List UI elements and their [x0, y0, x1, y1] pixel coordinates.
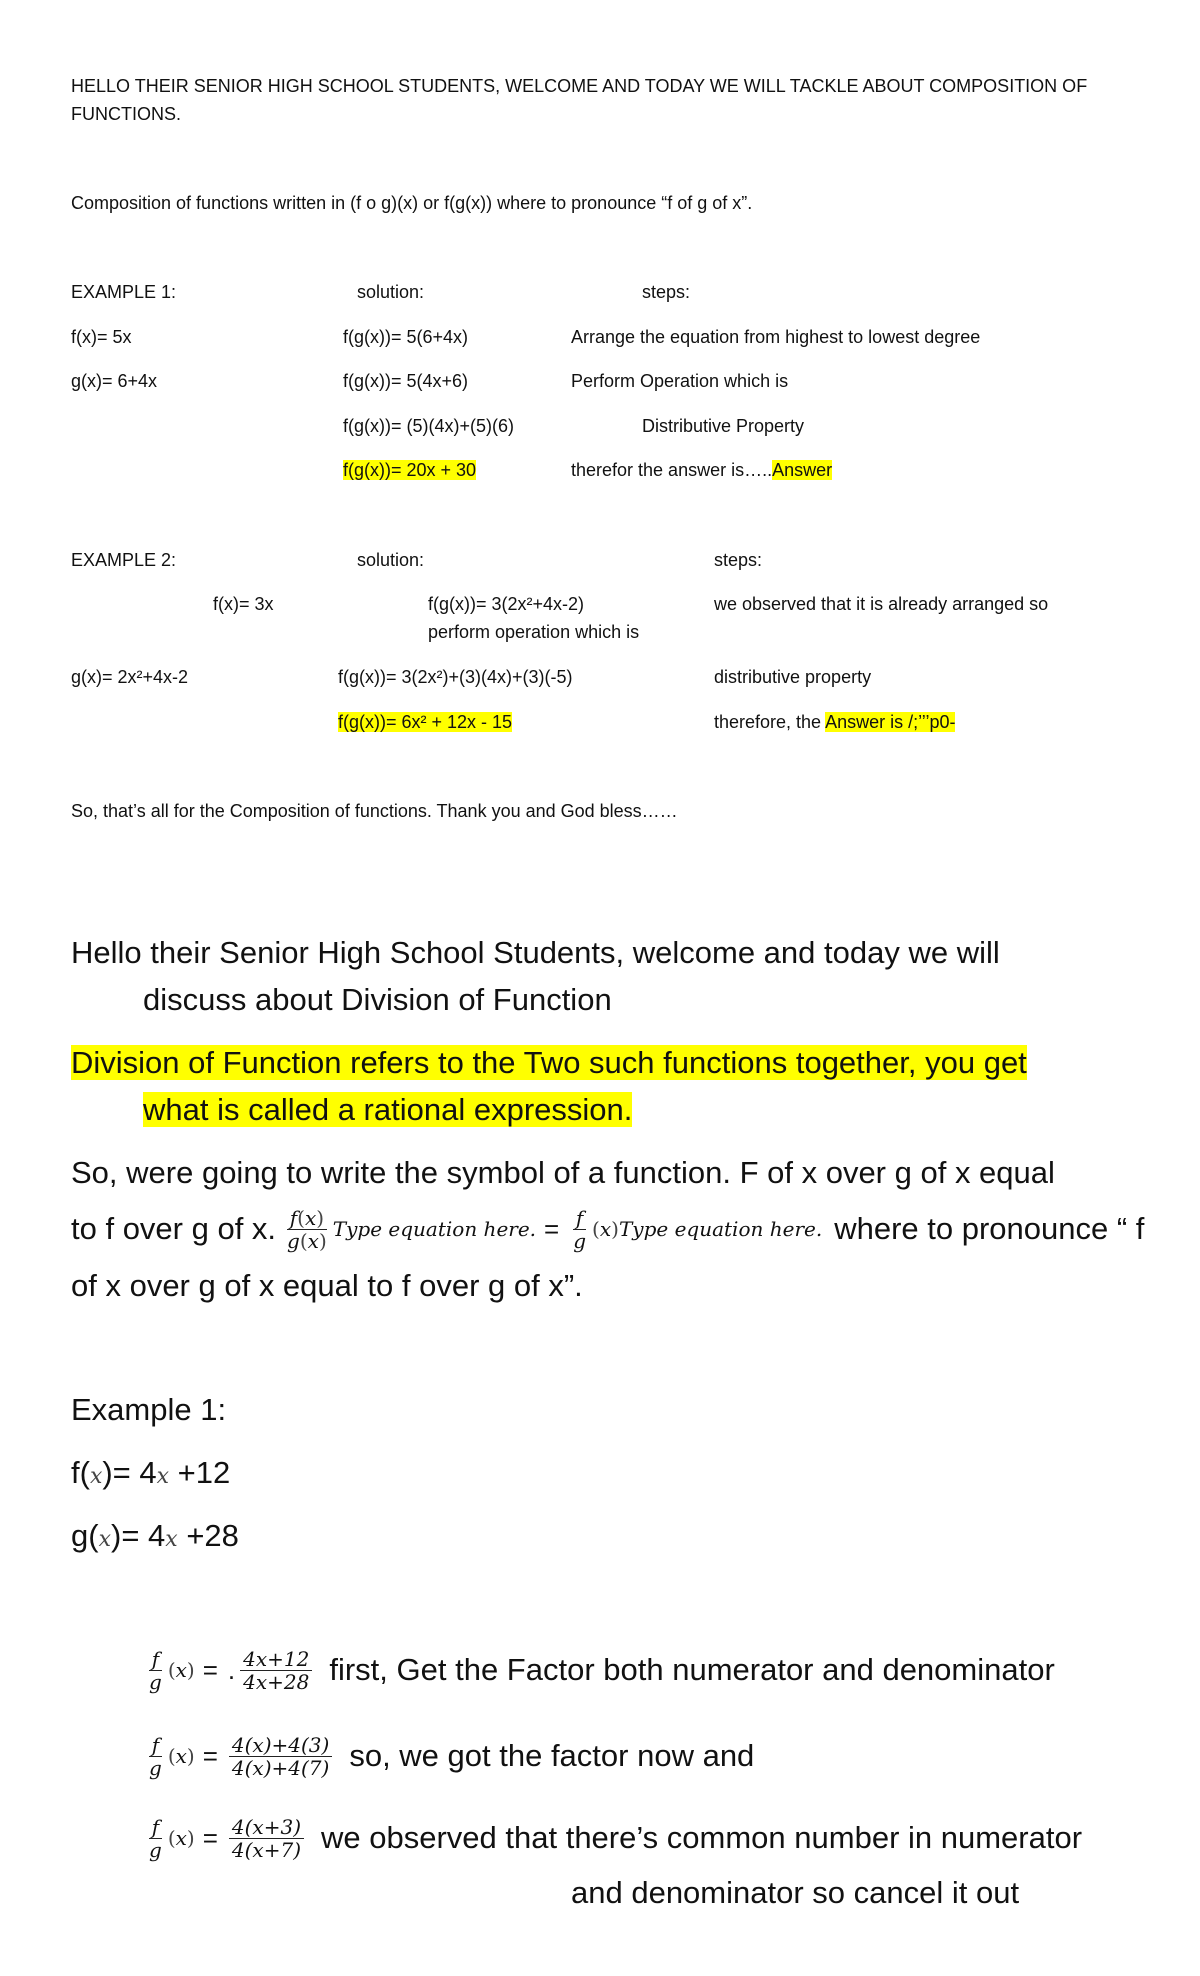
division-example1-f [71, 1453, 230, 1497]
example1-step-1: Arrange the equation from highest to lowest degree [571, 327, 981, 347]
g-post: )= 4 [111, 1518, 166, 1553]
f-pre: f( [71, 1455, 90, 1490]
row2-equals: = [202, 1740, 218, 1771]
example1-answer-highlight: f(g(x))= 20x + 30 [343, 460, 477, 480]
row3-equals: = [202, 1822, 218, 1853]
division-symbol-line-1: So, were going to write the symbol of a function. F of x over g of x equal [71, 1155, 1055, 1190]
division-definition-line-1 [71, 1043, 1027, 1083]
row2-numerator: 4(x)+4(3) [229, 1734, 332, 1757]
equation-placeholder-1[interactable]: Type equation here. [332, 1217, 537, 1241]
example2-g: g(x)= 2x²+4x-2 [71, 667, 189, 687]
division-step-row-1 [143, 1640, 1055, 1700]
division-symbol-line-2 [71, 1197, 1144, 1261]
x-argument: (x) [592, 1217, 619, 1241]
row2-x: x [175, 1744, 187, 1768]
example1-solution-3: f(g(x))= (5)(4x)+(5)(6) [343, 416, 515, 436]
row3-text: we observed that there’s common number in numerator [321, 1820, 1083, 1855]
heading-line-1: HELLO THEIR SENIOR HIGH SCHOOL STUDENTS, WELCOME AND TODAY WE WILL TACKLE ABOUT COMPOSITION OF [71, 76, 1088, 96]
row2-fraction [229, 1734, 332, 1779]
example2-solution-1: f(g(x))= 3(2x²+4x-2) [428, 594, 585, 614]
row3-g: g [149, 1837, 162, 1862]
division-intro-line-2: discuss about Division of Function [143, 982, 612, 1017]
row1-x-arg: (x) [167, 1658, 195, 1682]
division-definition-highlight-1: Division of Function refers to the Two such functions together, you get [71, 1045, 1027, 1080]
example1-g: g(x)= 6+4x [71, 371, 158, 391]
example2-f: f(x)= 3x [213, 594, 274, 614]
f-post: )= 4 [102, 1455, 157, 1490]
row1-text: first, Get the Factor both numerator and denominator [329, 1652, 1055, 1687]
example1-step-2: Perform Operation which is [571, 371, 789, 391]
frac-x-den: x [307, 1228, 319, 1253]
example2-label: EXAMPLE 2: [71, 550, 177, 570]
frac-g: g [287, 1228, 300, 1253]
example1-label: EXAMPLE 1: [71, 282, 177, 302]
division-symbol-line-3: of x over g of x equal to f over g of x”. [71, 1268, 583, 1303]
example1-answer-label: Answer [772, 460, 833, 480]
example2-solution-1b: perform operation which is [428, 622, 640, 642]
division-example1-g [71, 1516, 239, 1560]
row1-equals: = [202, 1654, 218, 1685]
row2-f: f [149, 1734, 162, 1757]
frac-x-num: x [304, 1205, 317, 1230]
row3-f: f [149, 1816, 162, 1839]
example2-step-3 [714, 710, 955, 734]
example2-steps-label: steps: [714, 550, 763, 570]
g-var: x [98, 1527, 111, 1552]
f-tail: +12 [169, 1455, 231, 1490]
row1-numerator: 4x+12 [240, 1648, 312, 1671]
row2-denominator: 4(x)+4(7) [231, 1755, 330, 1780]
g-tail: +28 [177, 1518, 239, 1553]
fraction-denominator: g(x) [287, 1228, 327, 1253]
symbol-line2-pre: to f over g of x. [71, 1211, 277, 1246]
example2-answer-highlight: f(g(x))= 6x² + 12x - 15 [338, 712, 513, 732]
row1-dot: . [227, 1654, 236, 1685]
example1-solution-2: f(g(x))= 5(4x+6) [343, 371, 469, 391]
composition-definition: Composition of functions written in (f o g)(x) or f(g(x)) where to pronounce “f of g of x”. [71, 193, 753, 213]
f-over-g-fraction [570, 1207, 589, 1252]
division-step-row-3 [143, 1808, 1082, 1868]
heading-line-2: FUNCTIONS. [71, 104, 181, 124]
example1-solution-label: solution: [357, 282, 425, 302]
row3-fraction [229, 1816, 304, 1861]
row3-f-over-g [146, 1816, 165, 1861]
example2-step-2: distributive property [714, 667, 872, 687]
example1-step4-text: therefor the answer is….. [571, 460, 773, 480]
example2-answer-label: Answer is /;’’’p0- [825, 712, 956, 732]
row2-x-arg: (x) [167, 1744, 195, 1768]
example1-solution-4 [343, 458, 476, 482]
division-example1-label: Example 1: [71, 1392, 227, 1427]
example2-step-1: we observed that it is already arranged so [714, 594, 1049, 614]
division-step-row-2 [143, 1726, 754, 1786]
row1-g: g [149, 1669, 162, 1694]
row3-x-arg: (x) [167, 1826, 195, 1850]
example2-solution-2: f(g(x))= 3(2x²)+(3)(4x)+(3)(-5) [338, 667, 573, 687]
row2-g: g [149, 1755, 162, 1780]
example1-solution-1: f(g(x))= 5(6+4x) [343, 327, 469, 347]
example1-step-3: Distributive Property [642, 416, 805, 436]
row3-denominator: 4(x+7) [231, 1837, 301, 1862]
division-definition-line-2 [143, 1090, 632, 1130]
example2-step3-text: therefore, the [714, 712, 826, 732]
row3-text-continued: and denominator so cancel it out [571, 1875, 1020, 1910]
symbol-line2-post: where to pronounce “ f [834, 1211, 1145, 1246]
row2-f-over-g [146, 1734, 165, 1779]
row1-fraction [240, 1648, 312, 1693]
division-intro-line-1: Hello their Senior High School Students, welcome and today we will [71, 935, 1000, 970]
arg-x: x [599, 1217, 612, 1241]
example1-steps-label: steps: [642, 282, 691, 302]
row1-f-over-g [146, 1648, 165, 1693]
equals-sign: = [544, 1213, 560, 1244]
example1-step-4 [571, 458, 832, 482]
example2-solution-3 [338, 710, 512, 734]
frac-g-2: g [573, 1228, 587, 1253]
row3-x: x [175, 1826, 187, 1850]
row1-x: x [175, 1658, 187, 1682]
example2-solution-label: solution: [357, 550, 425, 570]
row2-text: so, we got the factor now and [349, 1738, 755, 1773]
composition-closing: So, that’s all for the Composition of functions. Thank you and God bless…… [71, 801, 678, 821]
equation-placeholder-2[interactable]: Type equation here. [618, 1217, 823, 1241]
fraction-numerator: f(x) [287, 1207, 327, 1230]
frac-f-2: f [573, 1207, 586, 1230]
f-var: x [89, 1464, 103, 1489]
f-var-2: x [156, 1464, 170, 1489]
row3-numerator: 4(x+3) [229, 1816, 304, 1839]
row1-f: f [149, 1648, 162, 1671]
row1-denominator: 4x+28 [243, 1669, 310, 1694]
division-definition-highlight-2: what is called a rational expression. [143, 1092, 633, 1127]
frac-f: f [289, 1205, 298, 1230]
f-of-x-over-g-of-x-fraction [284, 1207, 330, 1252]
g-var-2: x [165, 1527, 178, 1552]
example1-f: f(x)= 5x [71, 327, 132, 347]
g-pre: g( [71, 1518, 99, 1553]
